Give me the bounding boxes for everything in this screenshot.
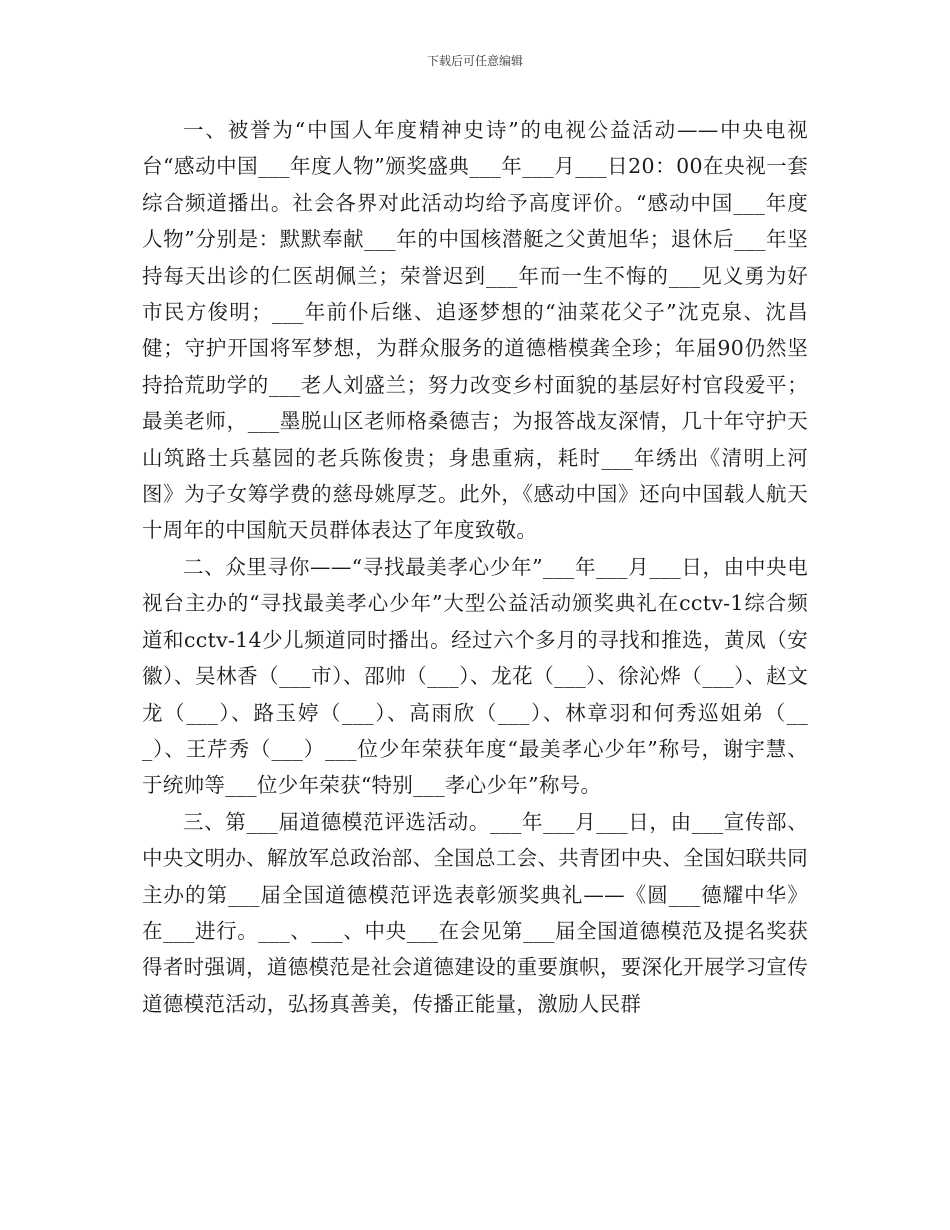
- paragraph-1: 一、被誉为“中国人年度精神史诗”的电视公益活动——中央电视台“感动中国___年度人物”颁奖盛典___年___月___日20：00在央视一套综合频道播出。社会各界对此活动均给予高度评价。“感动中国___年度人物”分别是：默默奉献___年的中国核潜艇之父黄旭华；退休后___年坚持每天出诊的仁医胡佩兰；荣誉迟到___年而一生不悔的___见义勇为好市民方俊明；___年前仆后继、追逐梦想的“油菜花父子”沈克泉、沈昌健；守护开国将军梦想，为群众服务的道德楷模龚全珍；年届90仍然坚持拾荒助学的___老人刘盛兰；努力改变乡村面貌的基层好村官段爱平；最美老师，___墨脱山区老师格桑德吉；为报答战友深情，几十年守护天山筑路士兵墓园的老兵陈俊贵；身患重病，耗时___年绣出《清明上河图》为子女筹学费的慈母姚厚芝。此外，《感动中国》还向中国载人航天十周年的中国航天员群体表达了年度致敬。: [142, 118, 808, 543]
- paragraph-2: 二、众里寻你——“寻找最美孝心少年”___年___月___日，由中央电视台主办的“寻找最美孝心少年”大型公益活动颁奖典礼在cctv-1综合频道和cctv-14少儿频道同时播出。经过六个多月的寻找和推选，黄凤（安徽）、吴林香（___市）、邵帅（___）、龙花（___）、徐沁烨（___）、赵文龙（___）、路玉婷（___）、高雨欣（___）、林章羽和何秀巡姐弟（___）、王芹秀（___）___位少年荣获年度“最美孝心少年”称号，谢宇慧、于统帅等___位少年荣获“特别___孝心少年”称号。: [142, 554, 808, 798]
- document-body: [142, 112, 808, 1022]
- paragraph-3: 三、第___届道德模范评选活动。___年___月___日，由___宣传部、中央文明办、解放军总政治部、全国总工会、共青团中央、全国妇联共同主办的第___届全国道德模范评选表彰颁奖典礼——《圆___德耀中华》在___进行。___、___、中央___在会见第___届全国道德模范及提名奖获得者时强调，道德模范是社会道德建设的重要旗帜，要深化开展学习宣传道德模范活动，弘扬真善美，传播正能量，激励人民群: [142, 809, 808, 1016]
- page-header: 下载后可任意编辑: [426, 54, 523, 68]
